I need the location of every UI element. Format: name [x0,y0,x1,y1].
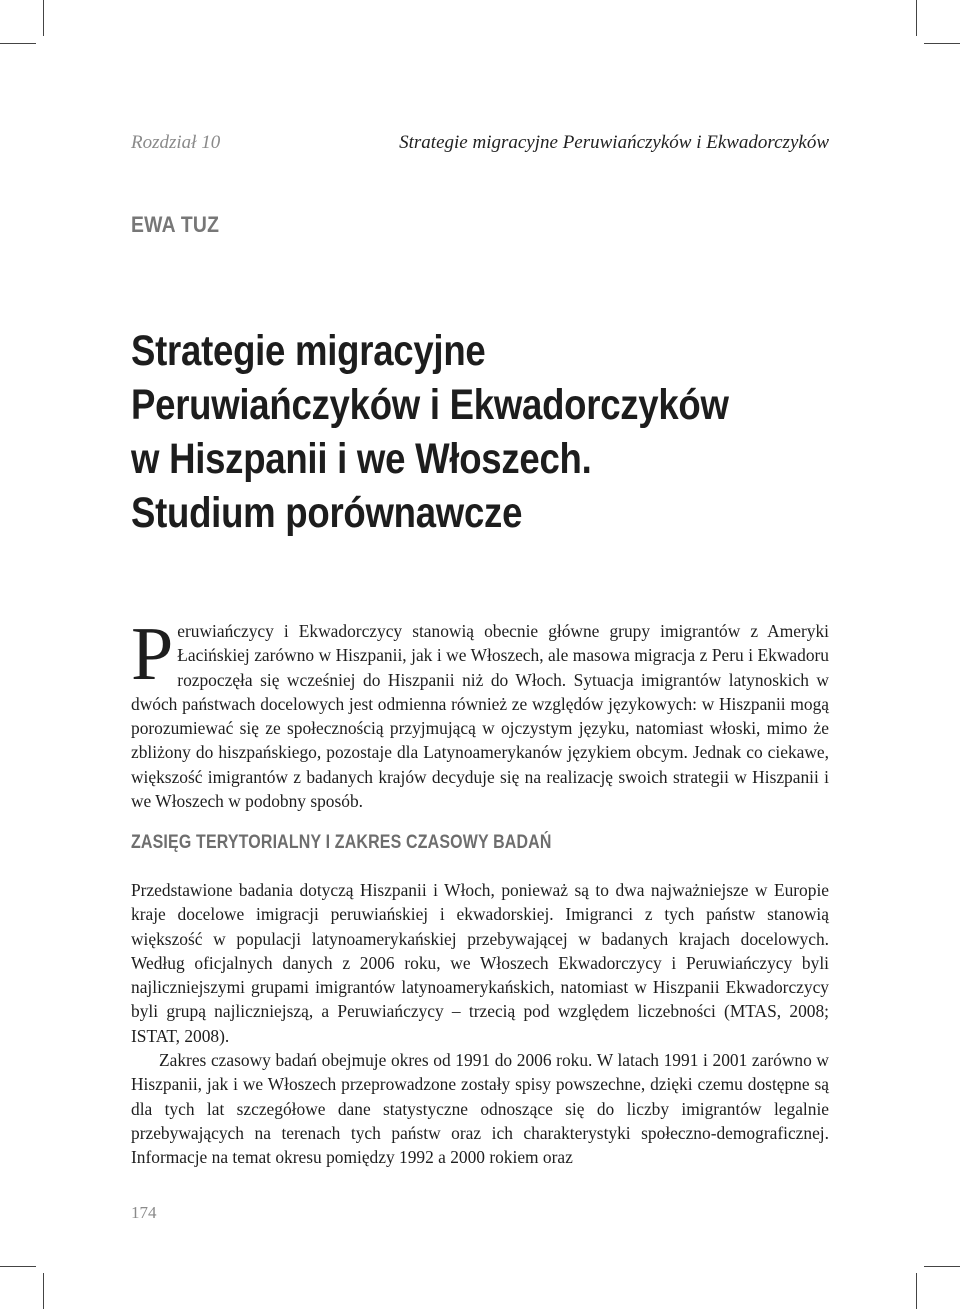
crop-mark [924,43,960,44]
author-name: EWA TUZ [131,212,220,237]
section-body [131,878,829,1170]
drop-cap: P [131,612,174,696]
section-heading: ZASIĘG TERYTORIALNY I ZAKRES CZASOWY BADAŃ [131,832,552,853]
page-number: 174 [131,1203,157,1222]
crop-mark [0,43,36,44]
crop-mark [924,1266,960,1267]
crop-mark [916,1273,917,1309]
article-title [131,324,777,540]
crop-mark [0,1266,36,1267]
intro-text: eruwiańczycy i Ekwadorczycy stanowią obecnie główne grupy imigrantów z Ameryki Łacińskiej zarówno w Hiszpanii, jak i we Włoszech, ale masowa migracja z Peru i Ekwadoru rozpoczęła się wcześniej do Hiszpanii niż do Włoch. Sytuacja imigrantów latynoskich w dwóch państwach docelowych jest odmienna również ze względów językowych: w Hiszpanii mogą porozumiewać się ze społecznością przyjmującą w ojczystym języku, natomiast włoski, mimo że zbliżony do hiszpańskiego, pozostaje dla Latynoamerykanów językiem obcym. Jednak co ciekawe, większość imigrantów z badanych krajów decyduje się na realizację swoich strategii w Hiszpanii i we Włoszech w podobny sposób. [131,621,829,812]
crop-mark [43,1273,44,1309]
title-line: Peruwiańczyków i Ekwadorczyków [131,381,729,429]
title-line: Studium porównawcze [131,489,523,537]
body-paragraph: Zakres czasowy badań obejmuje okres od 1991 do 2006 roku. W latach 1991 i 2001 zarówno w Hiszpanii, jak i we Włoszech przeprowadzone zostały spisy powszechne, dzięki czemu dostępne są dla tych lat szczegółowe dane statystyczne odnoszące się do liczby imigrantów legalnie przebywających na terenach tych państw oraz ich charakterystyki społeczno-demograficznej. Informacje na temat okresu pomiędzy 1992 a 2000 rokiem oraz [131,1050,829,1168]
intro-paragraph [131,612,829,813]
crop-mark [916,0,917,36]
body-paragraph: Przedstawione badania dotyczą Hiszpanii i Włoch, ponieważ są to dwa najważniejsze w Europie kraje docelowe imigracji peruwiańskiej i ekwadorskiej. Imigranci z tych państw stanowią większość w populacji latynoamerykańskiej przebywającej w badanych krajach docelowych. Według oficjalnych danych z 2006 roku, we Włoszech Ekwadorczycy i Peruwiańczycy byli najliczniejszymi grupami imigrantów latynoamerykańskich, natomiast w Hiszpanii Ekwadorczycy byli grupą najliczniejszą, a Peruwiańczycy – trzecią pod względem liczebności (MTAS, 2008; ISTAT, 2008). [131,880,829,1046]
chapter-label: Rozdział 10 [131,132,221,153]
running-title: Strategie migracyjne Peruwiańczyków i Ekwadorczyków [399,132,829,153]
title-line: w Hiszpanii i we Włoszech. [131,435,592,483]
crop-mark [43,0,44,36]
title-line: Strategie migracyjne [131,327,486,375]
